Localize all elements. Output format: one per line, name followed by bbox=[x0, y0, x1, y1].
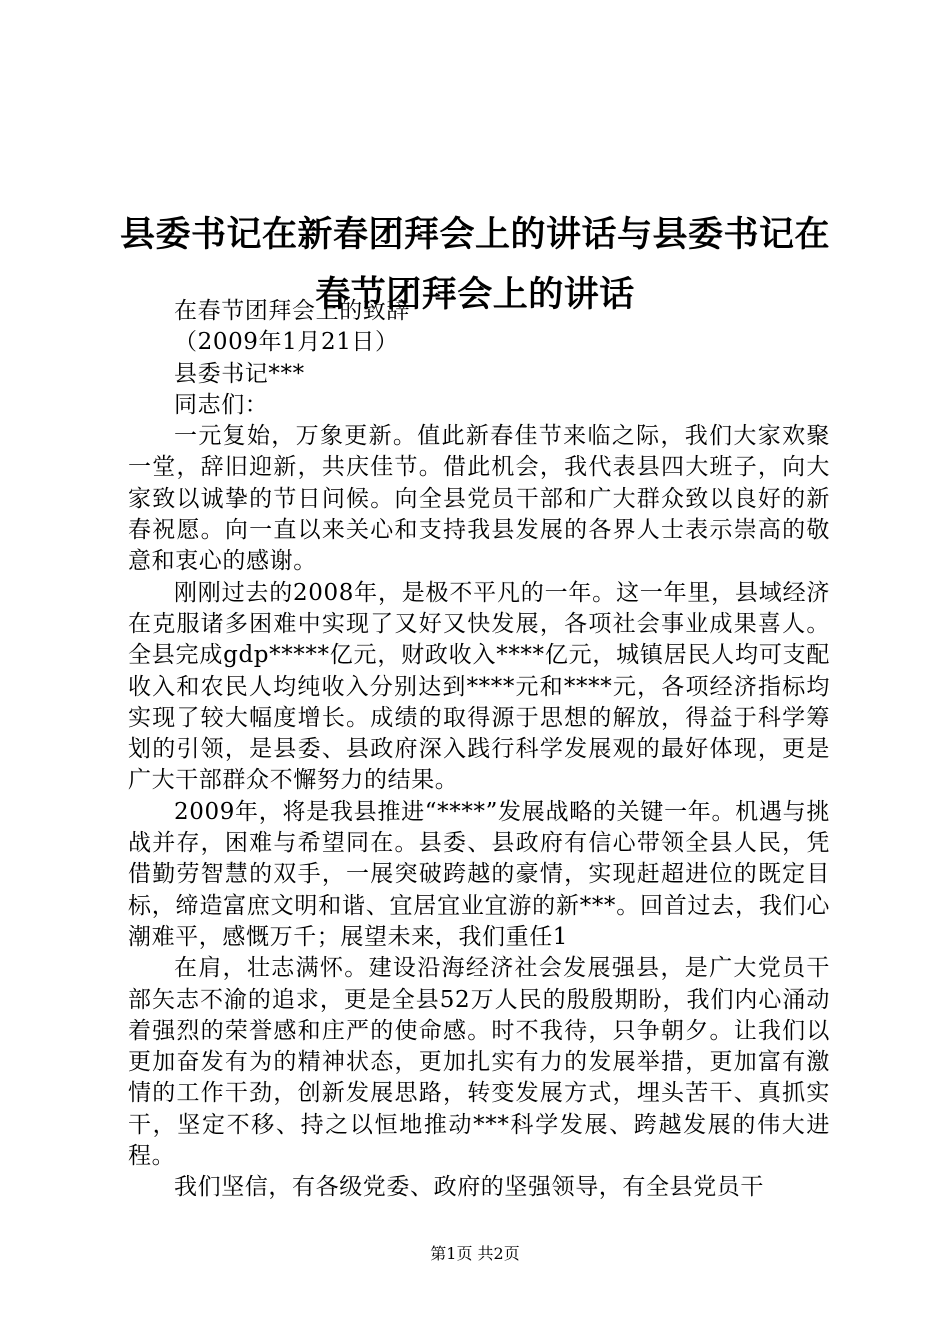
body-paragraph: 2009年，将是我县推进“****”发展战略的关键一年。机遇与挑战并存，困难与希望同在。县委、县政府有信心带领全县人民，凭借勤劳智慧的双手，一展突破跨越的豪情，实现赶超进位的既定目标，缔造富庶文明和谐、宜居宜业宜游的新***。回首过去，我们心潮难平，感慨万千；展望未来，我们重任1 bbox=[128, 798, 830, 950]
document-body bbox=[128, 296, 830, 1204]
speaker-line: 县委书记*** bbox=[174, 360, 305, 387]
body-paragraph: 一元复始，万象更新。值此新春佳节来临之际，我们大家欢聚一堂，辞旧迎新，共庆佳节。借此机会，我代表县四大班子，向大家致以诚挚的节日问候。向全县党员干部和广大群众致以良好的新春祝愿。向一直以来关心和支持我县发展的各界人士表示崇高的敬意和衷心的感谢。 bbox=[128, 423, 830, 575]
speech-date: （2009年1月21日） bbox=[174, 329, 399, 356]
body-paragraph: 在肩，壮志满怀。建设沿海经济社会发展强县，是广大党员干部矢志不渝的追求，更是全县52万人民的殷殷期盼，我们内心涌动着强烈的荣誉感和庄严的使命感。时不我待，只争朝夕。让我们以更加奋发有为的精神状态，更加扎实有力的发展举措，更加富有激情的工作干劲，创新发展思路，转变发展方式，埋头苦干、真抓实干，坚定不移、持之以恒地推动***科学发展、跨越发展的伟大进程。 bbox=[128, 955, 830, 1170]
document-title: 县委书记在新春团拜会上的讲话与县委书记在春节团拜会上的讲话 bbox=[119, 215, 830, 316]
page-footer: 第1页 共2页 bbox=[430, 1244, 520, 1263]
speech-heading: 在春节团拜会上的致辞 bbox=[174, 298, 410, 324]
salutation: 同志们： bbox=[174, 391, 269, 418]
body-paragraph: 刚刚过去的2008年，是极不平凡的一年。这一年里，县域经济在克服诸多困难中实现了又好又快发展，各项社会事业成果喜人。全县完成gdp*****亿元，财政收入****亿元，城镇居民人均可支配收入和农民人均纯收入分别达到****元和****元，各项经济指标均实现了较大幅度增长。成绩的取得源于思想的解放，得益于科学筹划的引领，是县委、县政府深入践行科学发展观的最好体现，更是广大干部群众不懈努力的结果。 bbox=[128, 579, 830, 794]
body-paragraph: 我们坚信，有各级党委、政府的坚强领导，有全县党员干 bbox=[174, 1174, 764, 1201]
